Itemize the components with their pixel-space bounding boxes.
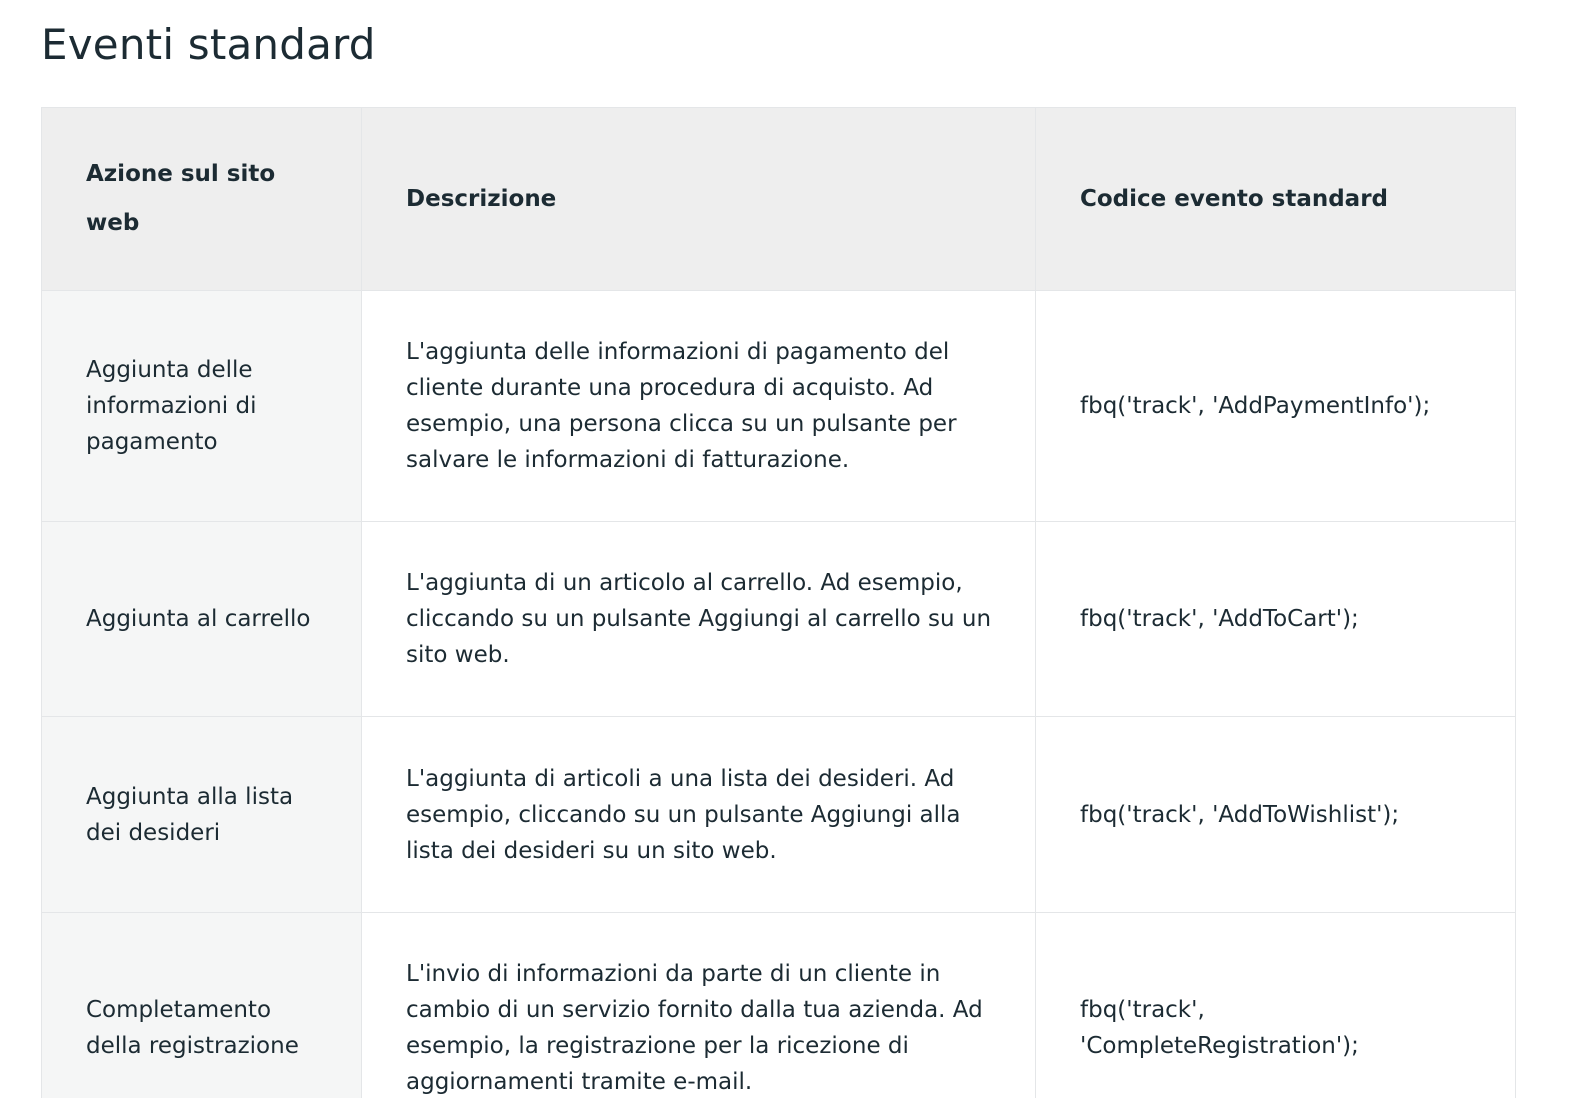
description-cell: L'invio di informazioni da parte di un cliente in cambio di un servizio fornito dalla tua azienda. Ad esempio, la registrazione per la ricezione di aggiornamenti tramite e-mail.: [362, 913, 1036, 1098]
table-row: [42, 522, 1516, 717]
header-code: Codice evento standard: [1036, 108, 1516, 291]
action-cell: Aggiunta al carrello: [42, 522, 362, 717]
code-cell: fbq('track', 'AddToWishlist');: [1036, 717, 1516, 913]
code-cell: fbq('track', 'CompleteRegistration');: [1036, 913, 1516, 1098]
table-row: [42, 913, 1516, 1098]
table-row: [42, 291, 1516, 522]
table-row: [42, 717, 1516, 913]
action-cell: Aggiunta delle informazioni di pagamento: [42, 291, 362, 522]
description-cell: L'aggiunta delle informazioni di pagamento del cliente durante una procedura di acquisto. Ad esempio, una persona clicca su un pulsante per salvare le informazioni di fatturazione.: [362, 291, 1036, 522]
code-cell: fbq('track', 'AddToCart');: [1036, 522, 1516, 717]
page-title: Eventi standard: [41, 20, 376, 69]
action-cell: Completamento della registrazione: [42, 913, 362, 1098]
header-row: [42, 108, 1516, 291]
header-description: Descrizione: [362, 108, 1036, 291]
description-cell: L'aggiunta di articoli a una lista dei desideri. Ad esempio, cliccando su un pulsante Aggiungi alla lista dei desideri su un sito web.: [362, 717, 1036, 913]
table-body: [42, 291, 1516, 1098]
action-cell: Aggiunta alla lista dei desideri: [42, 717, 362, 913]
table-header: [42, 108, 1516, 291]
description-cell: L'aggiunta di un articolo al carrello. Ad esempio, cliccando su un pulsante Aggiungi al carrello su un sito web.: [362, 522, 1036, 717]
header-action: Azione sul sito web: [42, 108, 362, 291]
code-cell: fbq('track', 'AddPaymentInfo');: [1036, 291, 1516, 522]
standard-events-table: [41, 107, 1516, 1098]
